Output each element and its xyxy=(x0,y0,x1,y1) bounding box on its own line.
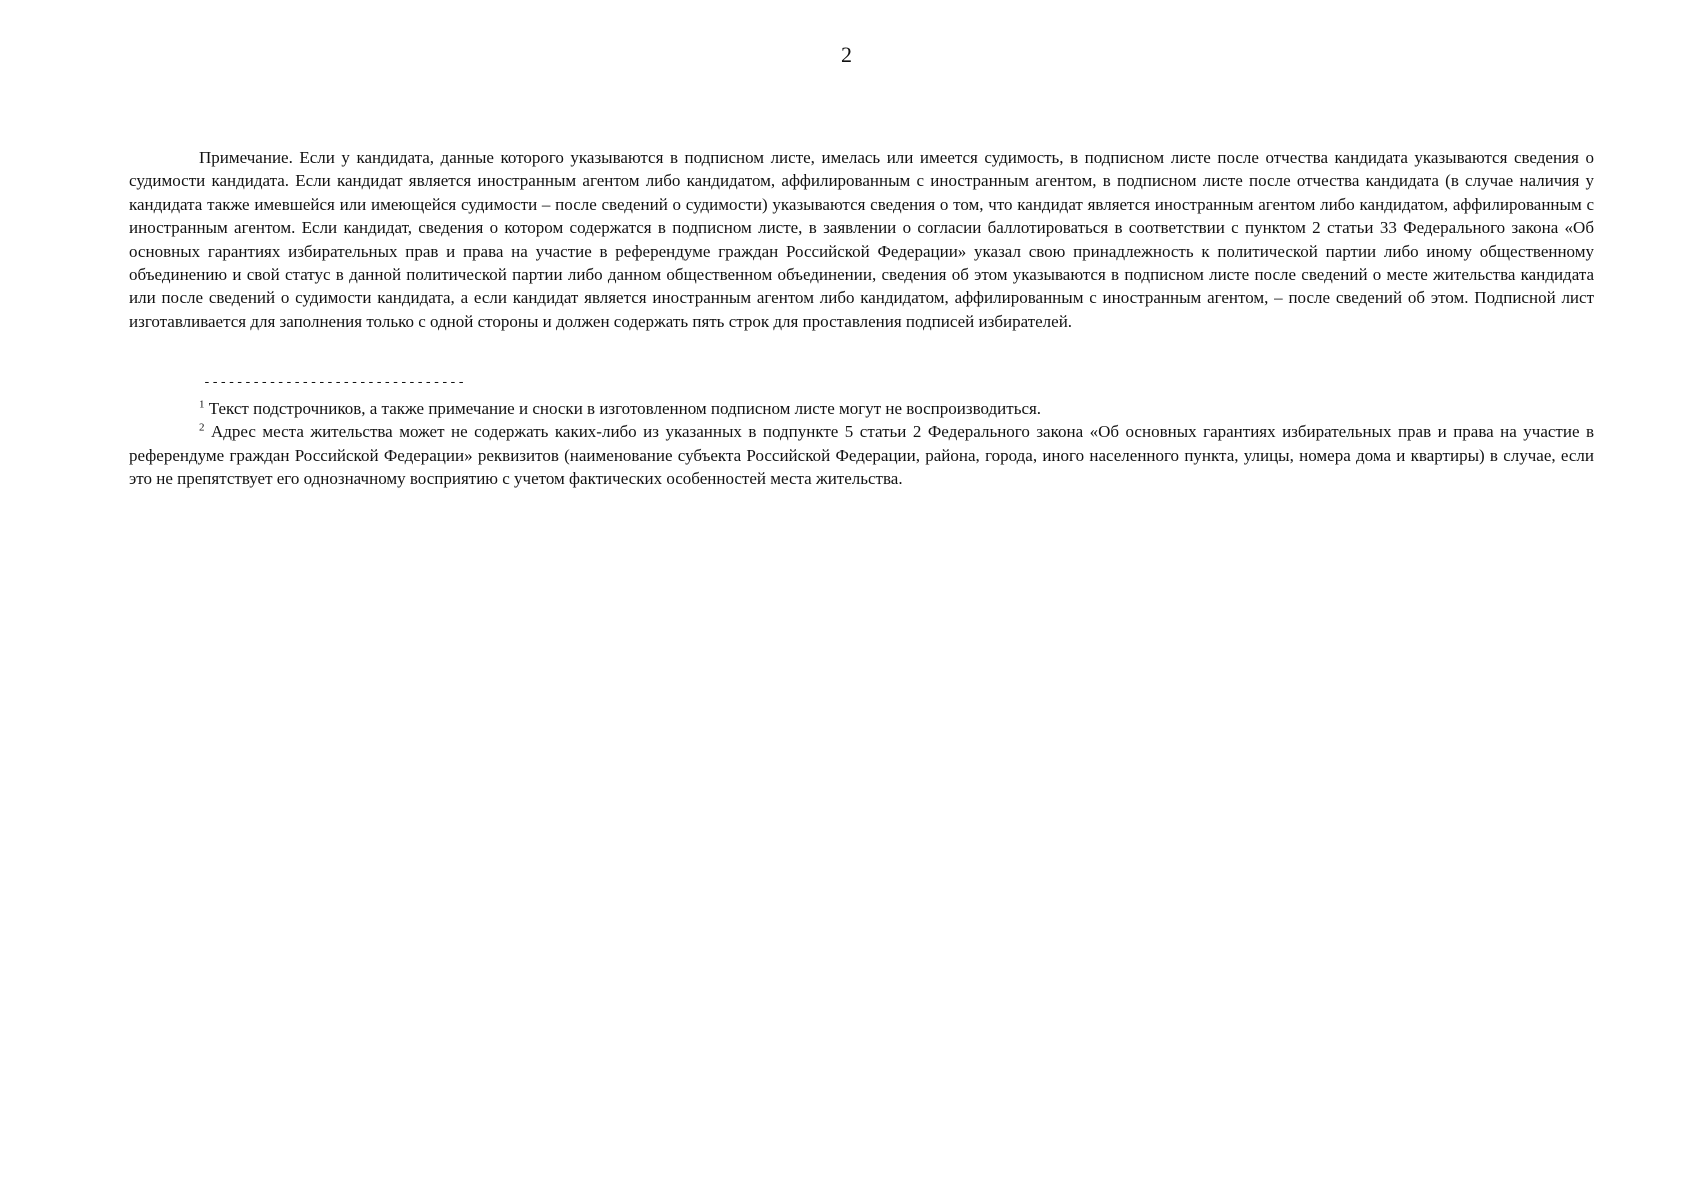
footnote-1 xyxy=(129,397,1594,420)
footnote-2-mark: 2 xyxy=(199,421,205,434)
footnote-1-text: Текст подстрочников, а также примечание и сноски в изготовленном подписном листе могут не воспроизводиться. xyxy=(208,399,1042,418)
footnote-separator: -------------------------------- xyxy=(203,375,466,390)
note-paragraph: Примечание. Если у кандидата, данные которого указываются в подписном листе, имелась или имеется судимость, в подписном листе после отчества кандидата указываются сведения о судимости кандидата. Если кандидат является иностранным агентом либо кандидатом, аффилированным с иностранным агентом, в подписном листе после отчества кандидата (в случае наличия у кандидата также имевшейся или имеющейся судимости – после сведений о судимости) указываются сведения о том, что кандидат является иностранным агентом либо кандидатом, аффилированным с иностранным агентом. Если кандидат, сведения о котором содержатся в подписном листе, в заявлении о согласии баллотироваться в соответствии с пунктом 2 статьи 33 Федерального закона «Об основных гарантиях избирательных прав и права на участие в референдуме граждан Российской Федерации» указал свою принадлежность к политической партии либо иному общественному объединению и свой статус в данной политической партии либо данном общественном объединении, сведения об этом указываются в подписном листе после сведений о месте жительства кандидата или после сведений о судимости кандидата, а если кандидат является иностранным агентом либо кандидатом, аффилированным с иностранным агентом, – после сведений об этом. Подписной лист изготавливается для заполнения только с одной стороны и должен содержать пять строк для проставления подписей избирателей. xyxy=(129,148,1594,331)
footnote-2-text: Адрес места жительства может не содержать каких-либо из указанных в подпункте 5 статьи 2 Федерального закона «Об основных гарантиях избирательных прав и права на участие в референдуме граждан Российской Федерации» реквизитов (наименование субъекта Российской Федерации, района, города, иного населенного пункта, улицы, номера дома и квартиры) в случае, если это не препятствует его однозначному восприятию с учетом фактических особенностей места жительства. xyxy=(129,422,1595,489)
page-number: 2 xyxy=(841,42,852,67)
footnotes xyxy=(129,397,1594,491)
footnote-2 xyxy=(129,420,1594,490)
footnote-1-mark: 1 xyxy=(199,398,205,411)
